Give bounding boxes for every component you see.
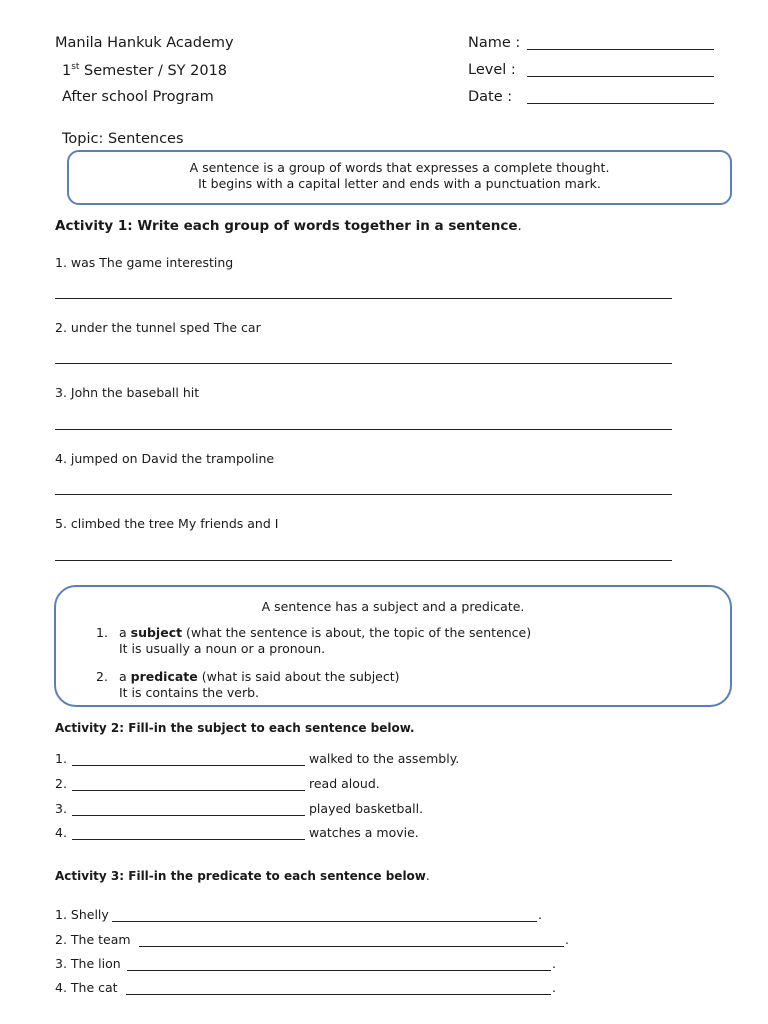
parts-item-1-rest: (what the sentence is about, the topic of the sentence) <box>182 625 532 640</box>
activity2-num-1: 1. <box>55 751 67 766</box>
answer-line-4[interactable] <box>55 494 672 495</box>
activity1-item-4: 4. jumped on David the trampoline <box>55 451 275 466</box>
parts-item-1 <box>119 625 531 640</box>
topic-heading: Topic: Sentences <box>62 131 184 147</box>
level-field[interactable] <box>527 76 714 77</box>
definition-line-1: A sentence is a group of words that expresses a complete thought. <box>189 160 610 175</box>
parts-item-1-pre: a <box>119 625 131 640</box>
activity1-title-end: . <box>517 218 522 234</box>
answer-line-3[interactable] <box>55 429 672 430</box>
activity3-prefix-3: 3. The lion <box>55 956 121 971</box>
answer-line-1[interactable] <box>55 298 672 299</box>
subject-blank-2[interactable] <box>72 790 305 791</box>
predicate-blank-2[interactable] <box>139 946 564 947</box>
semester-sup: st <box>71 62 80 72</box>
activity3-end-3: . <box>552 956 556 971</box>
activity1-item-2: 2. under the tunnel sped The car <box>55 320 261 335</box>
activity2-num-2: 2. <box>55 776 67 791</box>
name-field[interactable] <box>527 49 714 50</box>
answer-line-2[interactable] <box>55 363 672 364</box>
activity3-prefix-4: 4. The cat <box>55 980 118 995</box>
name-label: Name : <box>468 35 521 51</box>
subject-blank-3[interactable] <box>72 815 305 816</box>
activity2-title: Activity 2: Fill-in the subject to each sentence below. <box>55 721 415 735</box>
activity2-text-2: read aloud. <box>309 776 380 791</box>
activity3-end-4: . <box>552 980 556 995</box>
activity3-end-1: . <box>538 907 542 922</box>
definition-line-2: It begins with a capital letter and ends with a punctuation mark. <box>198 176 601 191</box>
activity2-num-4: 4. <box>55 825 67 840</box>
subject-term: subject <box>130 625 183 640</box>
activity2-text-1: walked to the assembly. <box>309 751 460 766</box>
parts-item-2-note: It is contains the verb. <box>119 685 260 700</box>
activity3-title-bold: Activity 3 <box>55 869 120 883</box>
activity3-end-2: . <box>565 932 569 947</box>
semester-rest: Semester / SY 2018 <box>79 62 228 79</box>
activity2-text-3: played basketball. <box>309 801 424 816</box>
parts-item-1-note: It is usually a noun or a pronoun. <box>119 641 326 656</box>
activity3-prefix-1: 1. Shelly <box>55 907 109 922</box>
parts-item-2-pre: a <box>119 669 131 684</box>
activity1-item-5: 5. climbed the tree My friends and I <box>55 516 279 531</box>
parts-box-title: A sentence has a subject and a predicate. <box>261 599 525 614</box>
activity3-title-rest: : Fill-in the predicate to each sentence below <box>119 869 426 883</box>
parts-item-2-rest: (what is said about the subject) <box>197 669 400 684</box>
activity3-title <box>55 869 430 883</box>
date-label: Date : <box>468 89 513 105</box>
school-name: Manila Hankuk Academy <box>55 35 234 51</box>
activity1-title <box>55 218 522 234</box>
subject-blank-4[interactable] <box>72 839 305 840</box>
activity3-title-end: . <box>425 869 430 883</box>
program-name: After school Program <box>62 89 214 105</box>
predicate-term: predicate <box>130 669 198 684</box>
semester-num: 1 <box>62 62 72 79</box>
semester-line <box>62 62 227 79</box>
parts-item-2 <box>119 669 400 684</box>
activity2-num-3: 3. <box>55 801 67 816</box>
parts-item-1-num: 1. <box>96 625 108 640</box>
predicate-blank-3[interactable] <box>127 970 551 971</box>
predicate-blank-1[interactable] <box>112 921 537 922</box>
activity1-title-bold: Activity 1: Write each group of words together in a sentence <box>55 218 518 234</box>
definition-box <box>67 150 732 205</box>
activity3-prefix-2: 2. The team <box>55 932 131 947</box>
activity2-text-4: watches a movie. <box>309 825 419 840</box>
activity1-item-1: 1. was The game interesting <box>55 255 234 270</box>
subject-predicate-box <box>54 585 732 707</box>
date-field[interactable] <box>527 103 714 104</box>
activity1-item-3: 3. John the baseball hit <box>55 385 200 400</box>
parts-item-2-num: 2. <box>96 669 108 684</box>
level-label: Level : <box>468 62 516 78</box>
answer-line-5[interactable] <box>55 560 672 561</box>
predicate-blank-4[interactable] <box>126 994 551 995</box>
subject-blank-1[interactable] <box>72 765 305 766</box>
